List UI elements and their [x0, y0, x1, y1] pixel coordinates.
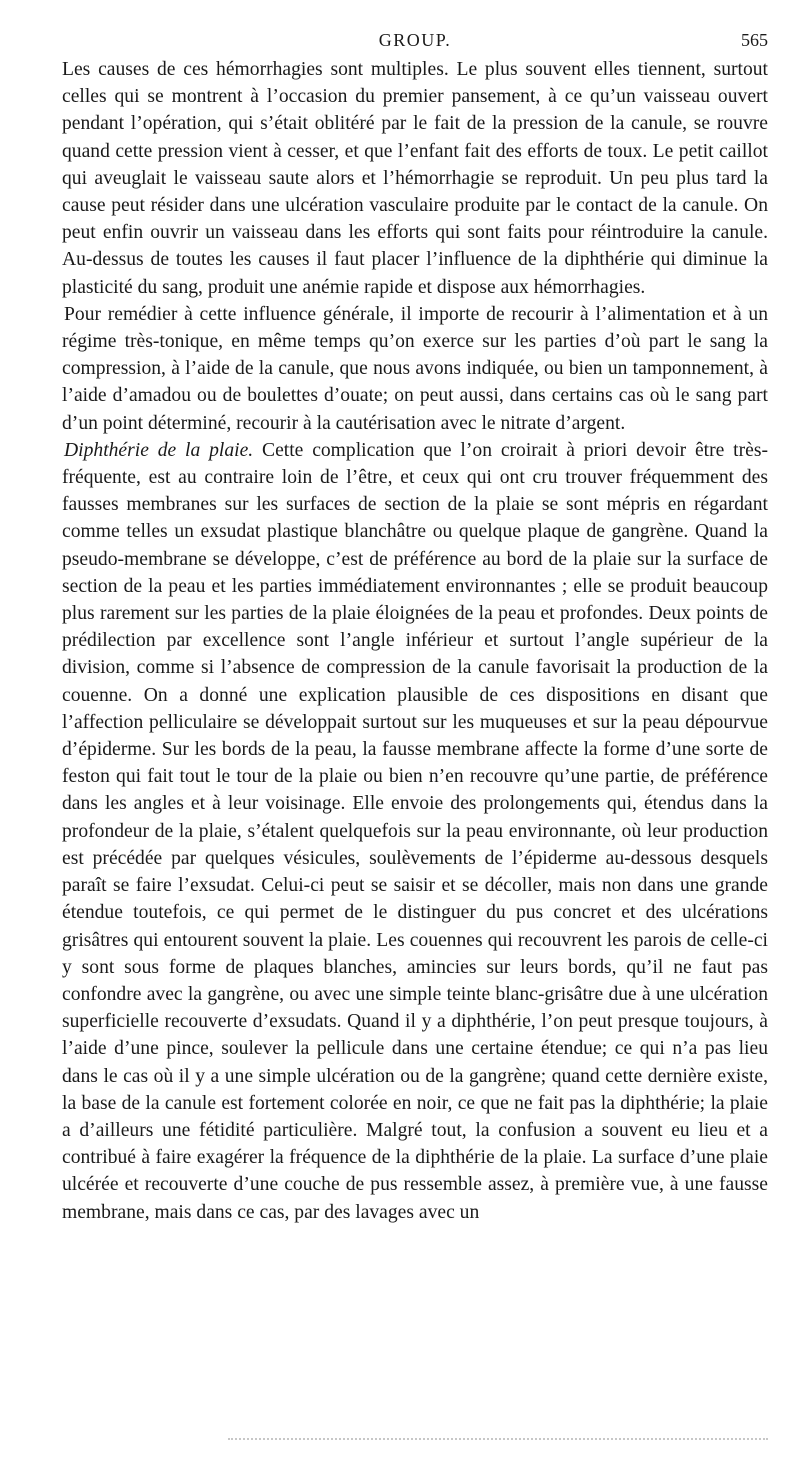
section-run-in-heading: Diphthérie de la plaie. — [64, 439, 254, 461]
paragraph-remedies — [62, 301, 768, 437]
paragraph-text: Cette complication que l’on croirait à priori devoir être très-fréquente, est au contraire loin de l’être, et ceux qui ont cru trouver fréquemment des fausses membranes sur les surfaces de section de la plaie se sont mépris en régardant comme telles un exsudat plastique blanchâtre ou quelque plaque de gangrène. Quand la pseudo-membrane se développe, c’est de préférence au bord de la plaie sur la surface de section de la peau et les parties immédiatement environnantes ; elle se produit beaucoup plus rarement sur les parties de la plaie éloignées de la peau et profondes. Deux points de prédilection par excellence sont l’angle inférieur et surtout l’angle supérieur de la division, comme si l’absence de compression de la canule favorisait la production de la couenne. On a donné une explication plausible de ces dispositions en disant que l’affection pelliculaire se développait surtout sur les muqueuses et sur la peau dépourvue d’épiderme. Sur les bords de la peau, la fausse membrane affecte la forme d’une sorte de feston qui fait tout le tour de la plaie ou bien n’en recouvre qu’une partie, de préférence dans les angles et à leur voisinage. Elle envoie des prolongements qui, étendus dans la profondeur de la plaie, s’étalent quelquefois sur la peau environnante, où leur production est précédée par quelques vésicules, soulèvements de l’épiderme au-dessous desquels paraît se faire l’exsudat. Celui-ci peut se saisir et se décoller, mais non dans une grande étendue toutefois, ce qui permet de le distinguer du pus concret et des ulcérations grisâtres qui entourent souvent la plaie. Les couennes qui recouvrent les parois de celle-ci y sont sous forme de plaques blanches, amincies sur leurs bords, qu’il ne faut pas confondre avec la gangrène, ou avec une simple teinte blanc-grisâtre due à une ulcération superficielle recouverte d’exsudats. Quand il y a diphthérie, l’on peut presque toujours, à l’aide d’une pince, soulever la pellicule dans une certaine étendue; ce qui n’a pas lieu dans le cas où il y a une simple ulcération ou de la gangrène; quand cette dernière existe, la base de la canule est fortement colorée en noir, ce que ne fait pas la diphthérie; la plaie a d’ailleurs une fétidité particulière. Malgré tout, la confusion a souvent eu lieu et a contribué à faire exagérer la fréquence de la diphthérie de la plaie. La surface d’une plaie ulcérée et recouverte d’une couche de pus ressemble assez, à première vue, à une fausse membrane, mais dans ce cas, par des lavages avec un — [62, 439, 768, 1223]
running-title: GROUP. — [378, 30, 452, 50]
paragraph-text: Les causes de ces hémorrhagies sont multiples. Le plus souvent elles tiennent, surtout celles qui se montrent à l’occasion du premier pansement, à ce qu’un vaisseau ouvert pendant l’opération, qui s’était oblitéré par le fait de la pression de la canule, se rouvre quand cette pression vient à cesser, et que l’enfant fait des efforts de toux. Le petit caillot qui aveuglait le vaisseau saute alors et l’hémorrhagie se reproduit. Un peu plus tard la cause peut résider dans une ulcération vasculaire produite par le contact de la canule. On peut enfin ouvrir un vaisseau dans les efforts qui sont faits pour réintroduire la canule. Au-dessus de toutes les causes il faut placer l’influence de la diphthérie qui diminue la plasticité du sang, produit une anémie rapide et dispose aux hémorrhagies. — [62, 59, 768, 298]
paragraph-text: Pour remédier à cette influence générale, il importe de recourir à l’alimentation et à un régime très-tonique, en même temps qu’on exerce sur les parties d’où part le sang la compression, à l’aide de la canule, que nous avons indiquée, ou bien un tamponnement, à l’aide d’amadou ou de boulettes d’ouate; on peut aussi, dans certains cas où le sang part d’un point déterminé, recourir à la cautérisation avec le nitrate d’argent. — [62, 303, 768, 434]
running-head — [62, 28, 768, 54]
page-number: 565 — [741, 30, 768, 50]
paragraph-hemorrhage-causes — [62, 56, 768, 301]
footer-dotted-rule — [228, 1438, 768, 1444]
book-page — [62, 28, 768, 1226]
paragraph-wound-diphtheria — [62, 437, 768, 1226]
